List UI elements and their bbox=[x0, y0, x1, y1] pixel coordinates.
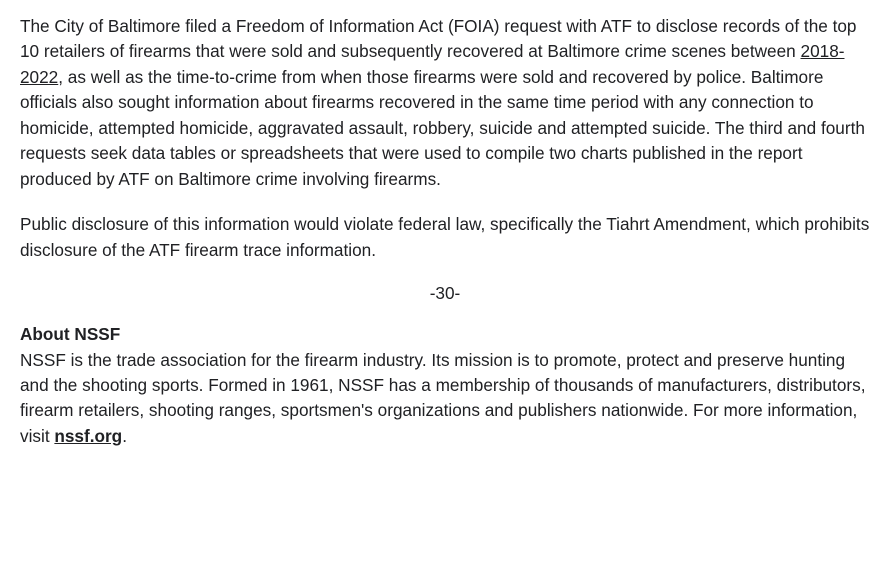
nssf-website-link[interactable]: nssf.org bbox=[54, 425, 123, 446]
end-marker-text: -30- bbox=[429, 283, 461, 304]
end-marker bbox=[20, 283, 870, 304]
foia-text-part-2: , as well as the time-to-crime from when those firearms were sold and recovered by police. Baltimore officials also sought information about firearms recovered in the same time period with any connection to homicide, attempted homicide, aggravated assault, robbery, suicide and attempted suicide. The third and fourth requests seek data tables or spreadsheets that were used to compile two charts published in the report produced by ATF on Baltimore crime involving firearms. bbox=[20, 66, 865, 189]
about-text-part-1: NSSF is the trade association for the firearm industry. Its mission is to promote, protect and preserve hunting and the shooting sports. Formed in 1961, NSSF has a membership of thousands of manufacturers, distributors, firearm retailers, shooting ranges, sportsmen's organizations and publishers nationwide. For more information, visit bbox=[20, 349, 866, 446]
about-nssf-heading: About NSSF bbox=[20, 324, 121, 345]
tiahrt-text: Public disclosure of this information would violate federal law, specifically the Tiahrt Amendment, which prohibits disclosure of the ATF firearm trace information. bbox=[20, 214, 870, 260]
about-text-part-2: . bbox=[122, 425, 127, 446]
foia-text-part-1: The City of Baltimore filed a Freedom of Information Act (FOIA) request with ATF to disclose records of the top 10 retailers of firearms that were sold and subsequently recovered at Baltimore crime scenes between bbox=[20, 16, 857, 62]
tiahrt-amendment-paragraph bbox=[20, 212, 870, 263]
date-range-link[interactable]: 2018-2022 bbox=[20, 41, 845, 87]
foia-request-paragraph bbox=[20, 14, 870, 192]
about-nssf-paragraph bbox=[20, 348, 870, 450]
